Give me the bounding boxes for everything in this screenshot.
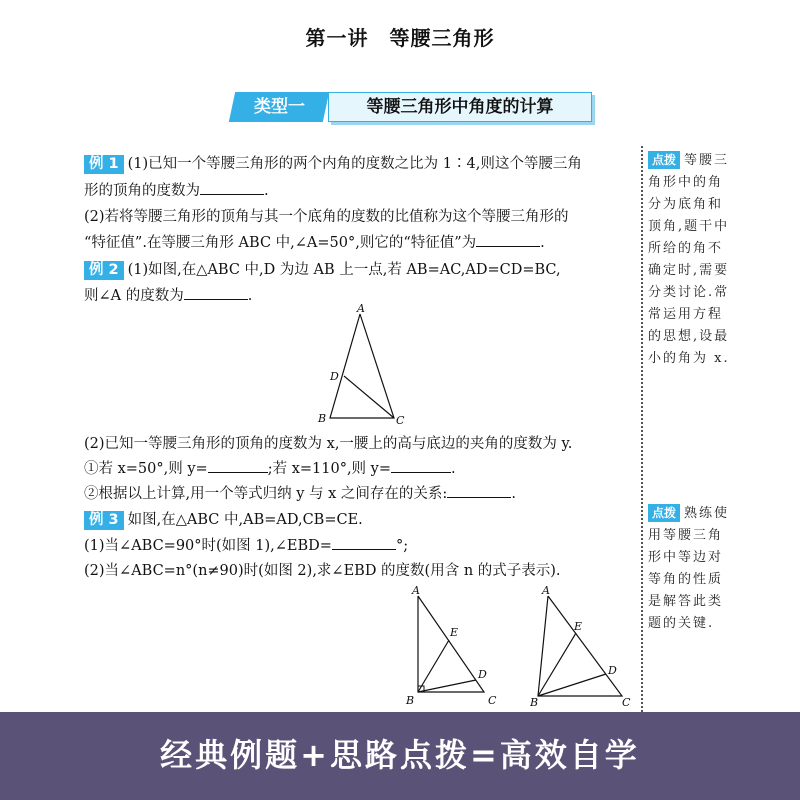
- promo-slogan: 经典例题+思路点拨=高效自学: [160, 736, 640, 774]
- ex2-line5: [84, 482, 516, 503]
- ex2-line1: [84, 258, 561, 280]
- type-banner: [232, 88, 592, 126]
- ex1-badge: 例 1: [84, 155, 124, 174]
- ex2-line3: (2)已知一等腰三角形的顶角的度数为 x,一腰上的高与底边的夹角的度数为 y.: [84, 436, 573, 452]
- ex3-text2-end: °;: [395, 538, 409, 554]
- tip-box-1: [648, 150, 732, 370]
- vertex-d-label: D: [478, 668, 487, 681]
- ex2-line4: [84, 457, 456, 478]
- ex3-line3: (2)当∠ABC=n°(n≠90)时(如图 2),求∠EBD 的度数(用含 n 的式子表示).: [84, 563, 561, 579]
- ex1-text2-end: .: [264, 183, 269, 199]
- vertex-c-label: C: [622, 696, 631, 709]
- tip2-text: 熟练使用等腰三角形中等边对等角的性质是解答此类题的关键.: [648, 506, 730, 631]
- ex2-line2: [84, 284, 252, 305]
- vertex-b-label: B: [318, 412, 327, 425]
- ex2-text1: (1)如图,在△ABC 中,D 为边 AB 上一点,若 AB=AC,AD=CD=BC,: [127, 262, 561, 278]
- ex3-text1: 如图,在△ABC 中,AB=AD,CB=CE.: [127, 512, 363, 528]
- triangle-outline: [538, 596, 622, 696]
- ex2-text2-end: .: [247, 288, 253, 304]
- vertex-d-label: D: [330, 370, 339, 383]
- ex3-text2: (1)当∠ABC=90°时(如图 1),∠EBD=: [84, 538, 332, 554]
- answer-blank: [447, 483, 511, 498]
- vertex-a-label: A: [357, 302, 365, 315]
- figure-ex3-2: [530, 582, 640, 712]
- ex2-text5-end: .: [511, 486, 516, 502]
- segment-bd: [538, 674, 606, 696]
- ex3-line1: [84, 508, 363, 530]
- ex2-text4b: ;若 x=110°,则 y=: [267, 461, 392, 477]
- triangle-outline: [330, 314, 394, 418]
- tip2-badge: 点拨: [648, 504, 680, 522]
- answer-blank: [200, 180, 264, 195]
- triangle-outline: [418, 596, 484, 692]
- ex2-text5: ②根据以上计算,用一个等式归纳 y 与 x 之间存在的关系:: [84, 486, 448, 502]
- ex2-text4a: ①若 x=50°,则 y=: [84, 461, 208, 477]
- ex1-line2: [84, 179, 269, 200]
- ex2-text4c: .: [451, 461, 456, 477]
- type-label: 等腰三角形中角度的计算: [328, 92, 592, 122]
- ex1-text4: “特征值”.在等腰三角形 ABC 中,∠A=50°,则它的“特征值”为: [84, 235, 477, 251]
- figure-ex3-1: [400, 582, 510, 712]
- ex1-text1: (1)已知一个等腰三角形的两个内角的度数之比为 1∶4,则这个等腰三角: [127, 156, 582, 172]
- vertex-a-label: A: [542, 584, 550, 597]
- answer-blank: [208, 458, 268, 473]
- ex1-text2: 形的顶角的度数为: [84, 183, 200, 199]
- tip-box-2: [648, 503, 732, 635]
- ex1-line3: (2)若将等腰三角形的顶角与其一个底角的度数的比值称为这个等腰三角形的: [84, 209, 569, 225]
- segment-be: [418, 640, 449, 692]
- chapter-title: 第一讲 等腰三角形: [305, 26, 495, 50]
- type-tag-text: 类型一: [253, 97, 305, 117]
- vertex-c-label: C: [488, 694, 497, 707]
- vertex-b-label: B: [530, 696, 539, 709]
- ex2-text2: 则∠A 的度数为: [84, 288, 184, 304]
- figure-ex2-triangle: [308, 300, 418, 430]
- ex3-line2: [84, 534, 408, 555]
- ex1-text4-end: .: [540, 235, 545, 251]
- ex2-badge: 例 2: [84, 261, 124, 280]
- segment-bd: [418, 680, 476, 692]
- vertex-a-label: A: [412, 584, 420, 597]
- vertex-e-label: E: [574, 620, 583, 633]
- answer-blank: [391, 458, 451, 473]
- segment-dc: [344, 376, 394, 418]
- ex3-badge: 例 3: [84, 511, 124, 530]
- ex1-line4: [84, 231, 545, 252]
- vertex-c-label: C: [396, 414, 405, 427]
- answer-blank: [332, 535, 396, 550]
- vertex-e-label: E: [450, 626, 459, 639]
- type-tag: [229, 92, 329, 122]
- answer-blank: [476, 232, 540, 247]
- tip1-text: 等腰三角形中的角分为底角和顶角,题干中所给的角不确定时,需要分类讨论.常常运用方程的思想,设最小的角为 x.: [648, 153, 730, 366]
- vertex-d-label: D: [608, 664, 617, 677]
- tip1-badge: 点拨: [648, 151, 680, 169]
- margin-divider: [641, 146, 643, 712]
- vertex-b-label: B: [406, 694, 415, 707]
- ex1-line1: [84, 152, 582, 174]
- answer-blank: [184, 285, 248, 300]
